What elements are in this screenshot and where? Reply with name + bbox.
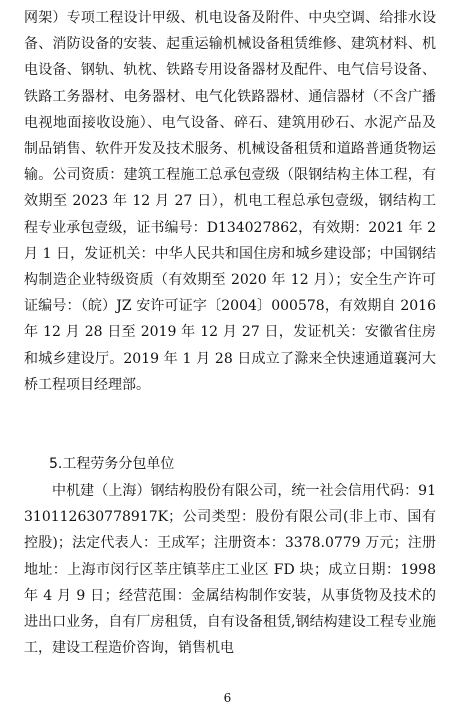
body-paragraph-subcontractor-details: 中机建（上海）钢结构股份有限公司，统一社会信用代码：91310112630778917K；公司类型：股份有限公司(非上市、国有控股)；法定代表人：王成军；注册资本：3378.0779 万元；注册地址：上海市闵行区莘庄镇莘庄工业区 FD 块；成立日期：1998 年 4 月 9 日；经营范围：金属结构制作安装，从事货物及技术的进出口业务，自有厂房租赁，自有设备租赁,钢结构建设工程专业施工，建设工程造价咨询，销售机电	[24, 483, 436, 657]
body-paragraph-company-scope-and-qualifications: 网架）专项工程设计甲级、机电设备及附件、中央空调、给排水设备、消防设备的安装、起重运输机械设备租赁维修、建筑材料、机电设备、钢轨、轨枕、铁路专用设备器材及配件、电气信号设备、铁路工务器材、电务器材、电气化铁路器材、通信器材（不含广播电视地面接收设施）、电气设备、碎石、建筑用砂石、水泥产品及制品销售、软件开发及技术服务、机械设备租赁和道路普通货物运输。公司资质：建筑工程施工总承包壹级（限钢结构主体工程，有效期至 2023 年 12 月 27 日），机电工程总承包壹级，钢结构工程专业承包壹级，证书编号：D134027862，有效期：2021 年 2 月 1 日，发证机关：中华人民共和国住房和城乡建设部；中国钢结构制造企业特级资质（有效期至 2020 年 12 月）；安全生产许可证编号：（皖）JZ 安许可证字〔2004〕000578，有效期自 2016 年 12 月 28 日至 2019 年 12 月 27 日，发证机关：安徽省住房和城乡建设厅。2019 年 1 月 28 日成立了滁来全快速通道襄河大桥工程项目经理部。	[24, 10, 436, 393]
page-number: 6	[223, 691, 232, 705]
section-heading-labor-subcontractor: 5.工程劳务分包单位	[49, 456, 175, 472]
